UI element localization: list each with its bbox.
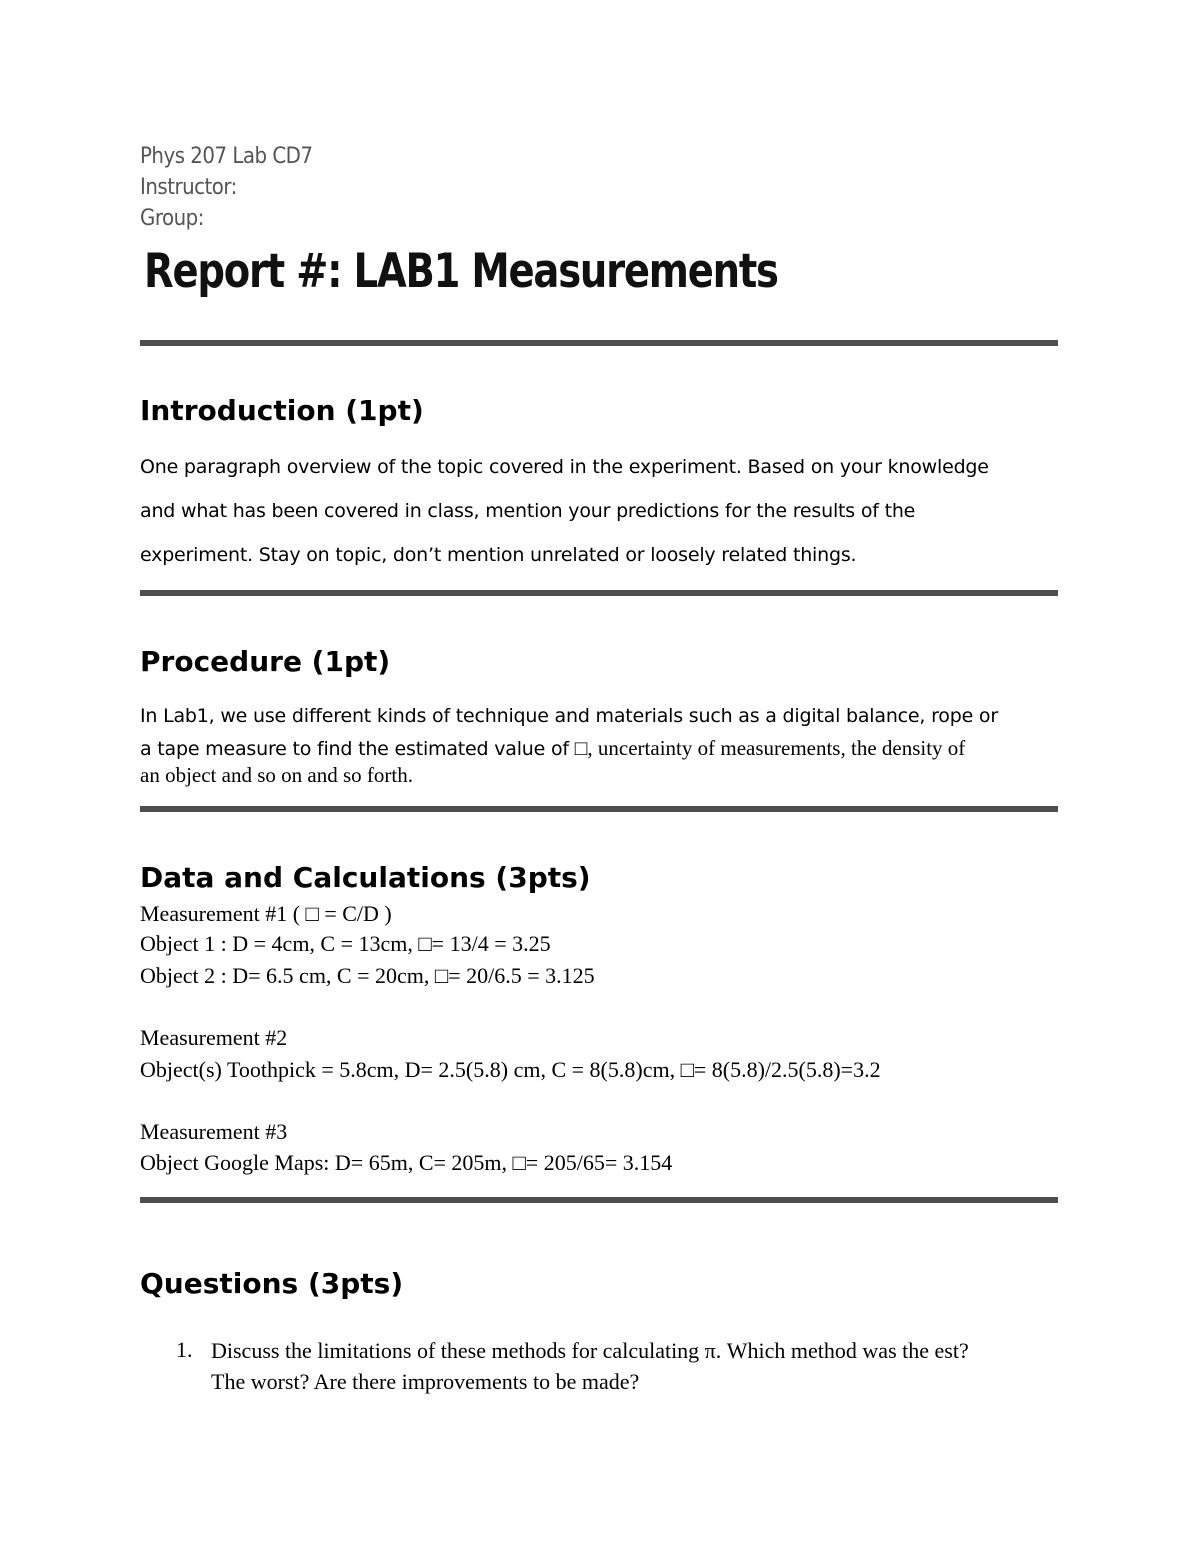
data-heading: Data and Calculations (3pts) xyxy=(140,861,591,894)
procedure-line-1: In Lab1, we use different kinds of technique and materials such as a digital balance, rope or xyxy=(140,705,998,727)
procedure-line-2-text: a tape measure to find the estimated value of xyxy=(140,738,575,760)
divider xyxy=(140,340,1058,346)
divider xyxy=(140,806,1058,812)
question-line-2: The worst? Are there improvements to be made? xyxy=(211,1369,640,1394)
measurement-1-object-1: Object 1 : D = 4cm, C = 13cm, □= 13/4 = 3.25 xyxy=(140,931,551,956)
measurement-2-object: Object(s) Toothpick = 5.8cm, D= 2.5(5.8) cm, C = 8(5.8)cm, □= 8(5.8)/2.5(5.8)=3.2 xyxy=(140,1057,881,1082)
procedure-line-2-tail: , uncertainty of measurements, the density of xyxy=(587,736,966,760)
measurement-1-title: Measurement #1 ( □ = C/D ) xyxy=(140,901,392,926)
instructor-line: Instructor: xyxy=(140,175,237,200)
report-title: Report #: LAB1 Measurements xyxy=(144,244,778,299)
questions-heading: Questions (3pts) xyxy=(140,1267,404,1300)
divider xyxy=(140,1197,1058,1203)
measurement-3-title: Measurement #3 xyxy=(140,1119,288,1144)
procedure-heading: Procedure (1pt) xyxy=(140,645,391,678)
question-line-1: Discuss the limitations of these methods for calculating π. Which method was the est? xyxy=(211,1338,969,1363)
measurement-3-object: Object Google Maps: D= 65m, C= 205m, □= 205/65= 3.154 xyxy=(140,1150,673,1175)
measurement-2-title: Measurement #2 xyxy=(140,1025,288,1050)
question-number: 1. xyxy=(176,1337,193,1362)
measurement-1-object-2: Object 2 : D= 6.5 cm, C = 20cm, □= 20/6.5 = 3.125 xyxy=(140,963,595,988)
course-line: Phys 207 Lab CD7 xyxy=(140,144,313,169)
introduction-heading: Introduction (1pt) xyxy=(140,394,424,427)
missing-glyph-icon: □ xyxy=(574,736,588,760)
introduction-line-2: and what has been covered in class, mention your predictions for the results of the xyxy=(140,500,916,522)
divider xyxy=(140,590,1058,596)
procedure-line-3: an object and so on and so forth. xyxy=(140,763,413,787)
procedure-line-2 xyxy=(140,733,965,763)
group-line: Group: xyxy=(140,206,204,231)
introduction-line-3: experiment. Stay on topic, don’t mention unrelated or loosely related things. xyxy=(140,544,857,566)
introduction-line-1: One paragraph overview of the topic covered in the experiment. Based on your knowledge xyxy=(140,456,989,478)
